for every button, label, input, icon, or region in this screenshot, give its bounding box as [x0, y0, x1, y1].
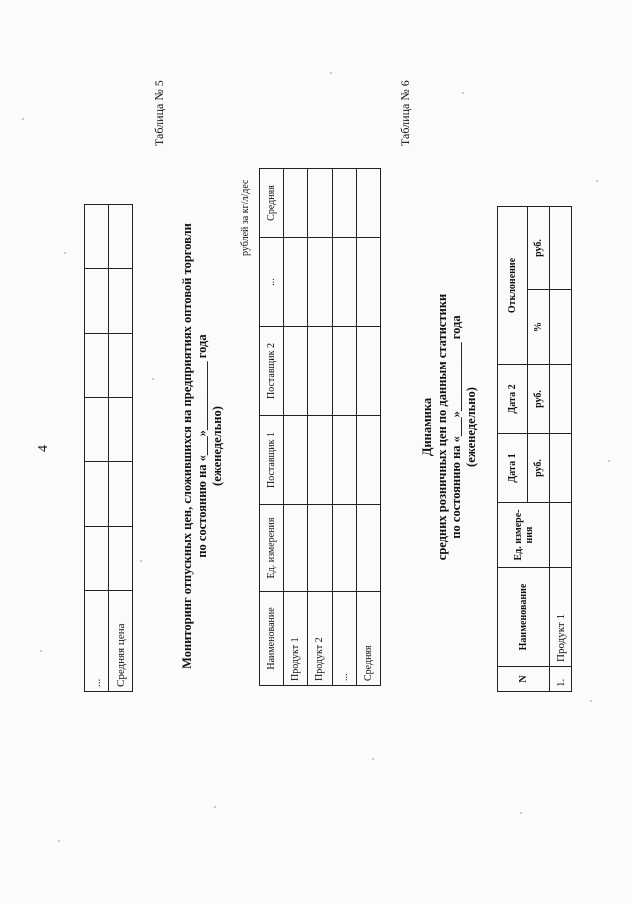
table6-main-table [497, 206, 572, 692]
table-header-cell: Ед. измере-ния [498, 503, 550, 568]
scan-speck [152, 378, 154, 380]
table-header-cell: Средняя [260, 169, 284, 238]
table-cell: Средняя цена [109, 591, 133, 692]
scan-speck [520, 812, 522, 814]
scan-speck [22, 118, 24, 120]
table-header-cell: ... [260, 238, 284, 327]
table-header-cell: Поставщик 1 [260, 416, 284, 505]
table-row [85, 205, 109, 692]
table-header-cell: N [498, 667, 550, 692]
scan-speck [330, 72, 332, 74]
table6-title-line2: средних розничных цен по данным статистики [434, 293, 449, 561]
table6-title-line3: по состоянию на «___»___________ года [449, 315, 463, 539]
table5-title-line3: (еженедельно) [210, 406, 224, 486]
table6-title [420, 282, 478, 572]
table6-label: Таблица № 6 [398, 80, 412, 146]
table-cell: Продукт 1 [284, 592, 308, 686]
table5-title-line1: Мониторинг отпускных цен, сложившихся на предприятиях оптовой торговли [180, 223, 194, 669]
table-header-cell: Отклонение [498, 207, 528, 365]
table-header-cell: Ед. измерения [260, 505, 284, 592]
scan-speck [462, 92, 464, 94]
table-cell: ... [332, 592, 356, 686]
table5-top-part [84, 204, 133, 692]
scan-speck [214, 806, 216, 808]
scan-speck [372, 758, 374, 760]
table-header-cell: Наименование [498, 568, 550, 667]
table-header-cell: Наименование [260, 592, 284, 686]
scan-speck [58, 840, 60, 842]
table5-label: Таблица № 5 [152, 80, 166, 146]
scan-speck [590, 700, 592, 702]
table6-title-line1: Динамика [420, 397, 434, 457]
table-row [332, 169, 356, 686]
scan-speck [64, 252, 66, 254]
table5-main [259, 168, 381, 686]
table-subheader-cell: руб. [528, 365, 550, 434]
table-cell: 1. [550, 667, 572, 692]
table-cell: Продукт 1 [550, 568, 572, 667]
scan-speck [140, 560, 142, 562]
table5-units: рублей за кг/л/дес [240, 179, 251, 256]
table-cell: Продукт 2 [308, 592, 332, 686]
page-number: 4 [36, 445, 51, 452]
table-row [284, 169, 308, 686]
scan-speck [40, 650, 42, 652]
table-row [308, 169, 332, 686]
table-row [356, 169, 380, 686]
table-header-cell: Поставщик 2 [260, 327, 284, 416]
table6-title-line4: (еженедельно) [463, 387, 478, 467]
scan-speck [596, 180, 598, 182]
table-subheader-cell: руб. [528, 434, 550, 503]
table-header-row [498, 207, 528, 692]
scan-speck [608, 460, 610, 462]
table5-top-table [84, 204, 133, 692]
table-header-row [260, 169, 284, 686]
table-subheader-cell: % [528, 290, 550, 365]
table-subheader-cell: руб. [528, 207, 550, 290]
table-row [550, 207, 572, 692]
table-cell: ... [85, 591, 109, 692]
table5-title [180, 212, 225, 680]
table-cell: Средняя [356, 592, 380, 686]
table-header-cell: Дата 2 [498, 365, 528, 434]
table6-main [497, 206, 572, 692]
table5-main-table [259, 168, 381, 686]
table-header-cell: Дата 1 [498, 434, 528, 503]
table-row [109, 205, 133, 692]
table5-title-line2: по состоянию на «___»___________ года [195, 334, 209, 558]
